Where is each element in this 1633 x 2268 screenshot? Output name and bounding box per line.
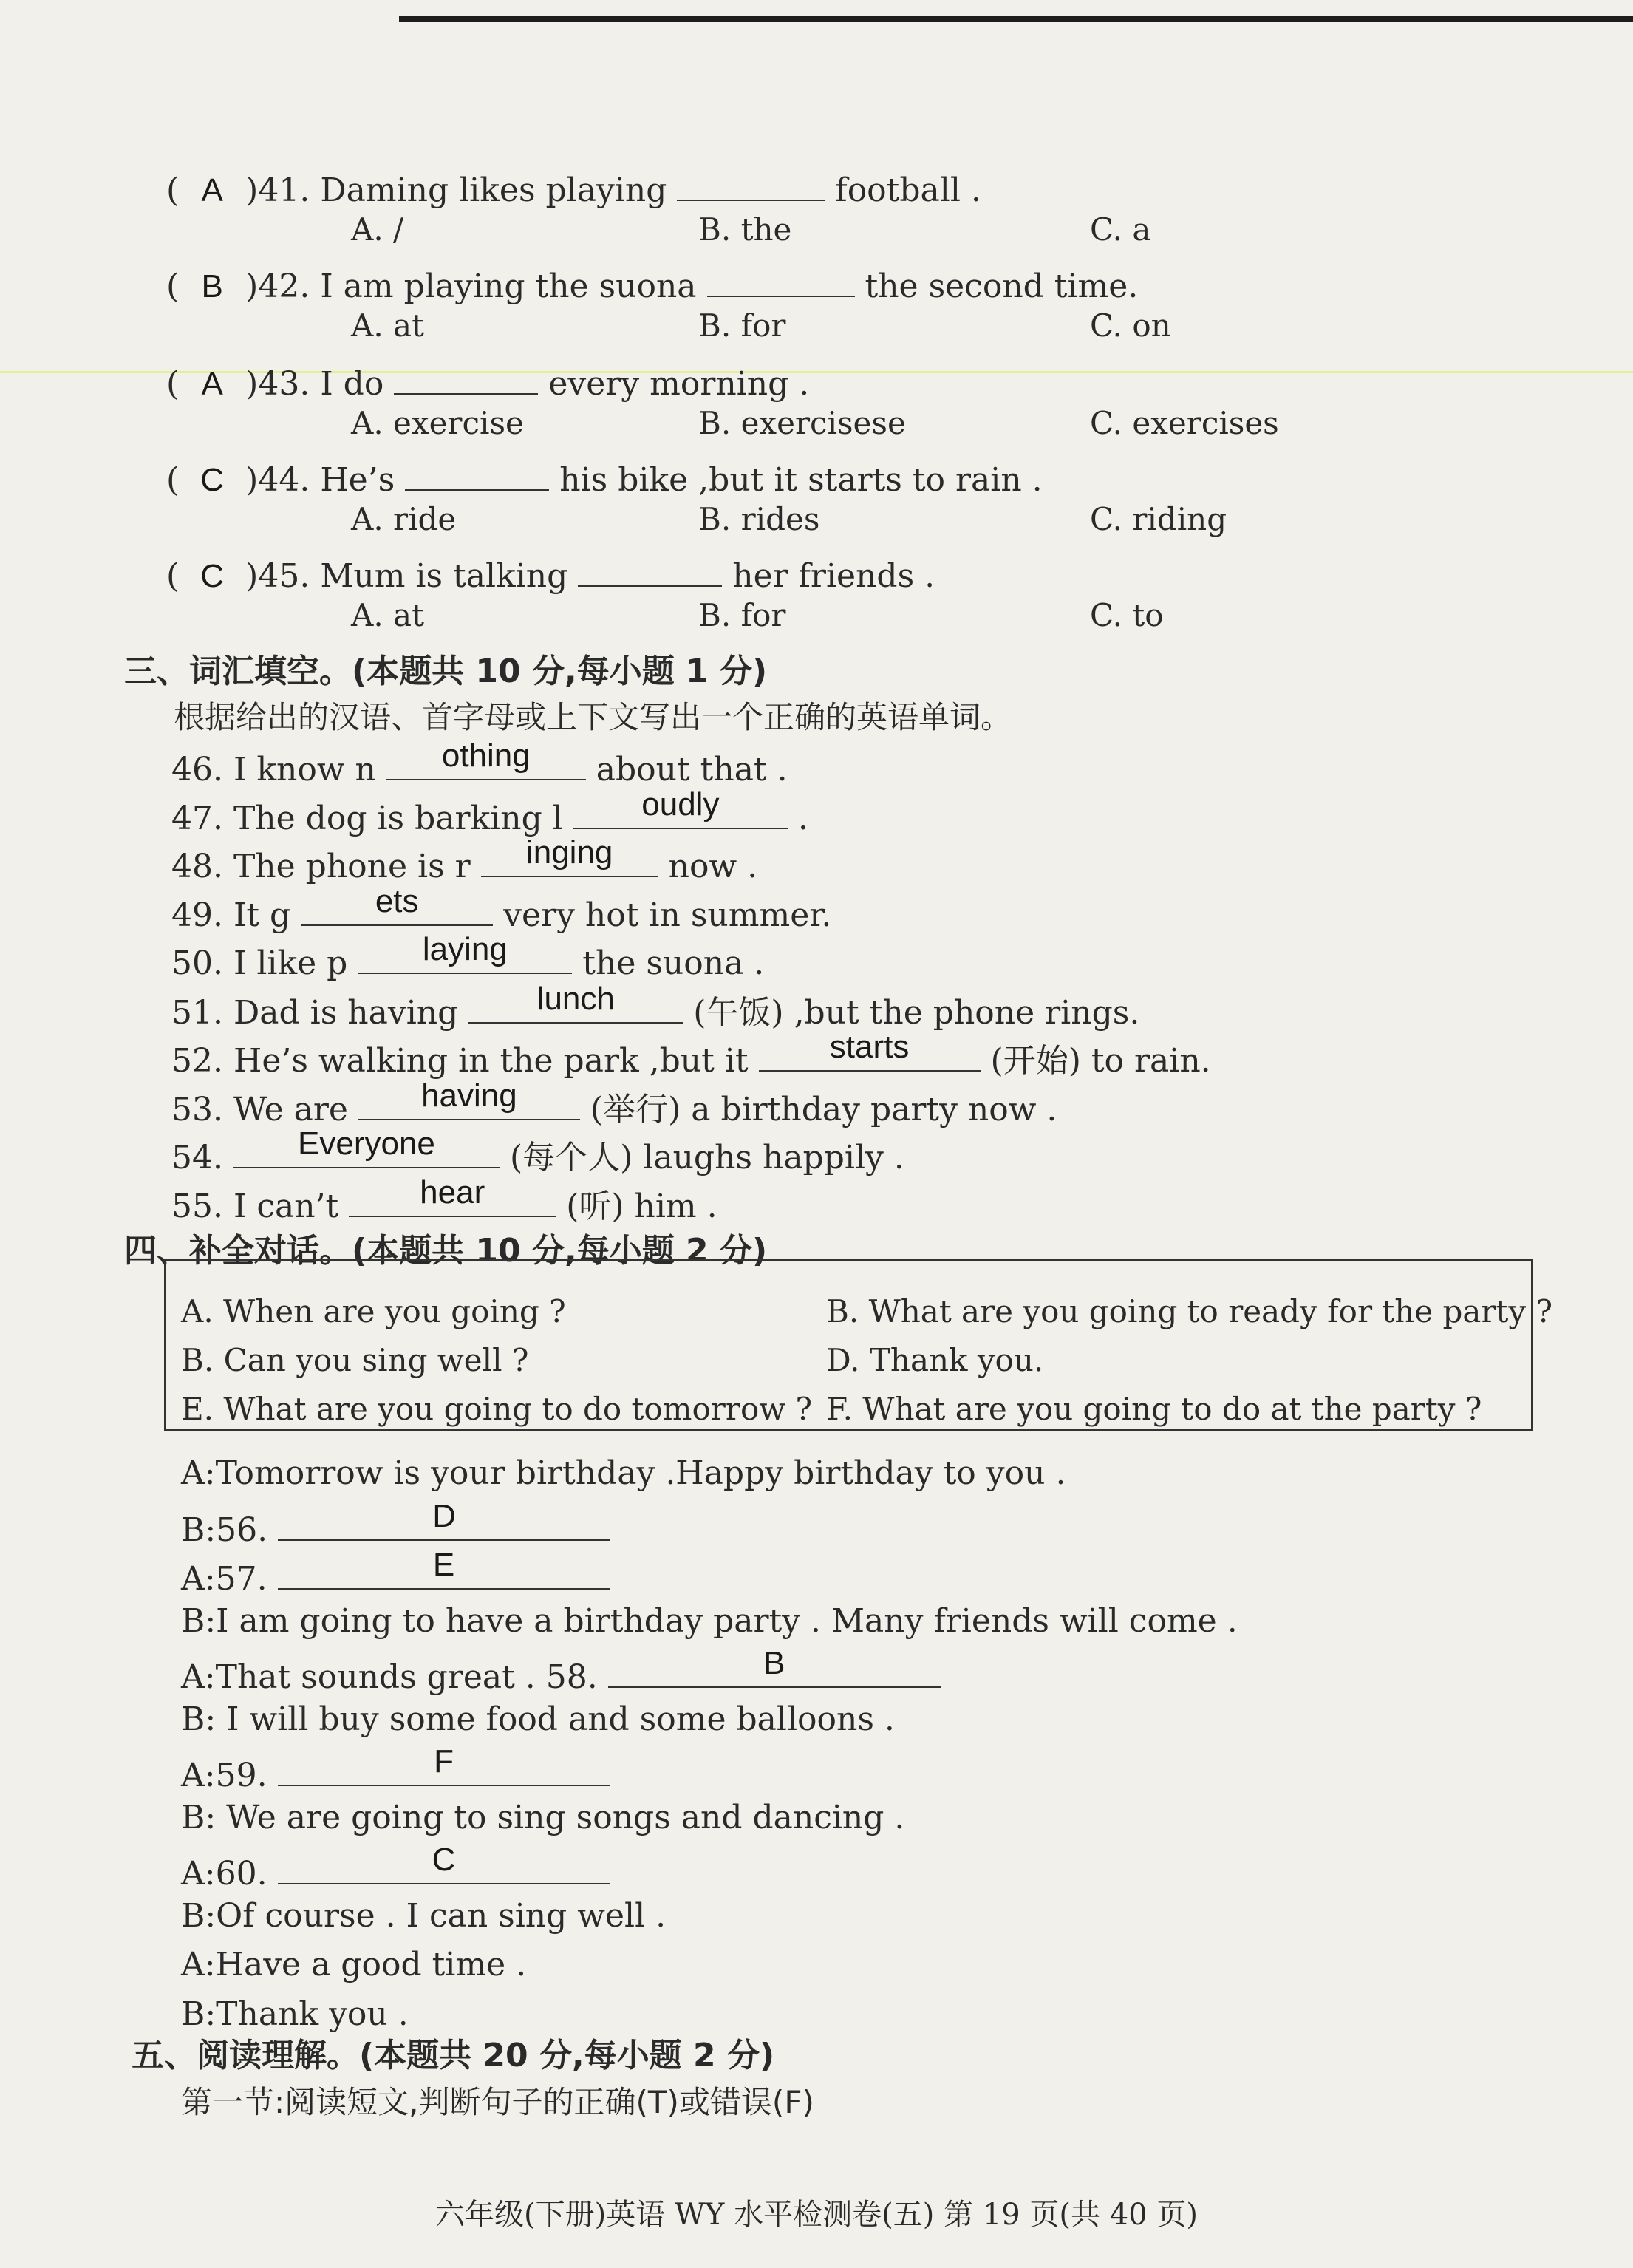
dialog-option: D. Thank you. bbox=[826, 1342, 1044, 1378]
vocab-blank bbox=[573, 786, 788, 829]
vocab-suffix: very hot in summer. bbox=[493, 896, 832, 934]
section5-subtitle: 第一节:阅读短文,判断句子的正确(T)或错误(F) bbox=[181, 2084, 814, 2120]
option-a: A. ride bbox=[351, 501, 457, 537]
vocab-item bbox=[171, 882, 832, 934]
option-b: B. rides bbox=[698, 501, 820, 537]
vocab-answer: ets bbox=[375, 882, 419, 919]
answer-letter: A bbox=[201, 172, 223, 208]
paren-open: ( bbox=[166, 171, 180, 209]
vocab-prefix: 49. It g bbox=[171, 896, 301, 934]
vocab-suffix: (听) him . bbox=[556, 1187, 717, 1225]
vocab-prefix: 52. He’s walking in the park ,but it bbox=[171, 1042, 759, 1080]
dialog-line bbox=[181, 1602, 1238, 1640]
section4-title: 四、补全对话。(本题共 10 分,每小题 2 分) bbox=[124, 1232, 768, 1270]
vocab-prefix: 51. Dad is having bbox=[171, 993, 469, 1032]
question-text: Daming likes playing bbox=[310, 171, 678, 209]
vocab-blank bbox=[759, 1029, 981, 1072]
dialog-blank bbox=[278, 1547, 610, 1590]
vocab-item bbox=[171, 1077, 1057, 1130]
option-a: A. / bbox=[351, 211, 404, 248]
vocab-prefix: 50. I like p bbox=[171, 944, 358, 982]
dialog-line bbox=[181, 1547, 610, 1598]
dialog-line bbox=[181, 1799, 904, 1836]
dialog-text: A:57. bbox=[181, 1560, 278, 1598]
vocab-answer: hear bbox=[420, 1174, 485, 1210]
vocab-item bbox=[171, 834, 758, 885]
vocab-blank bbox=[233, 1126, 500, 1168]
question-text: I am playing the suona bbox=[310, 268, 707, 305]
question-row bbox=[166, 358, 809, 403]
dialog-answer: E bbox=[432, 1547, 455, 1583]
dialog-text: A:60. bbox=[181, 1855, 278, 1893]
vocab-suffix: (开始) to rain. bbox=[980, 1042, 1211, 1080]
answer-blank bbox=[405, 454, 549, 491]
vocab-answer: oudly bbox=[641, 786, 720, 823]
vocab-item bbox=[171, 931, 765, 982]
question-text-end: his bike ,but it starts to rain . bbox=[549, 461, 1043, 499]
dialog-line bbox=[181, 1842, 610, 1893]
section5-title: 五、阅读理解。(本题共 20 分,每小题 2 分) bbox=[132, 2037, 775, 2074]
vocab-blank bbox=[386, 738, 586, 780]
question-number: 41. bbox=[258, 171, 310, 209]
dialog-line bbox=[181, 1645, 941, 1696]
dialog-option: F. What are you going to do at the party ? bbox=[826, 1391, 1482, 1427]
vocab-blank bbox=[301, 882, 493, 926]
dialog-option: B. What are you going to ready for the party ? bbox=[826, 1293, 1553, 1329]
question-row bbox=[166, 454, 1043, 499]
vocab-blank bbox=[481, 834, 658, 877]
question-row bbox=[166, 260, 1138, 305]
dialog-text: B:I am going to have a birthday party . Many friends will come . bbox=[181, 1601, 1238, 1640]
vocab-prefix: 46. I know n bbox=[171, 751, 386, 789]
option-c: C. exercises bbox=[1090, 405, 1279, 441]
vocab-suffix: now . bbox=[658, 848, 758, 885]
dialog-line bbox=[181, 1743, 610, 1794]
question-number: 44. bbox=[258, 461, 310, 499]
dialog-blank bbox=[278, 1743, 610, 1786]
vocab-item bbox=[171, 738, 788, 789]
dialog-line bbox=[181, 1700, 895, 1738]
vocab-blank bbox=[468, 980, 683, 1024]
dialog-line bbox=[181, 1897, 666, 1935]
answer-letter: C bbox=[200, 462, 225, 498]
vocab-item bbox=[171, 786, 808, 837]
question-text-end: her friends . bbox=[722, 557, 935, 595]
vocab-suffix: (午饭) ,but the phone rings. bbox=[683, 993, 1140, 1032]
option-c: C. to bbox=[1090, 597, 1164, 633]
paren-close: ) bbox=[245, 365, 259, 403]
section3-instruction: 根据给出的汉语、首字母或上下文写出一个正确的英语单词。 bbox=[174, 699, 1012, 735]
paren-close: ) bbox=[245, 461, 259, 499]
dialog-option: A. When are you going ? bbox=[181, 1293, 566, 1329]
vocab-item bbox=[171, 980, 1140, 1033]
dialog-text: A:Tomorrow is your birthday .Happy birthday to you . bbox=[181, 1454, 1066, 1492]
dialog-answer: B bbox=[763, 1645, 785, 1681]
dialog-option: E. What are you going to do tomorrow ? bbox=[181, 1391, 813, 1427]
vocab-prefix: 53. We are bbox=[171, 1090, 358, 1128]
vocab-answer: inging bbox=[525, 834, 613, 871]
dialog-line bbox=[181, 1454, 1066, 1492]
vocab-answer: othing bbox=[441, 738, 531, 774]
vocab-item bbox=[171, 1029, 1211, 1081]
question-text: Mum is talking bbox=[310, 557, 579, 595]
answer-letter: A bbox=[201, 366, 223, 402]
option-a: A. at bbox=[351, 597, 424, 633]
question-text: I do bbox=[310, 365, 395, 403]
vocab-answer: Everyone bbox=[298, 1126, 435, 1162]
option-b: B. exercisese bbox=[698, 405, 906, 441]
dialog-text: A:59. bbox=[181, 1757, 278, 1794]
vocab-answer: starts bbox=[829, 1029, 910, 1065]
paren-close: ) bbox=[245, 171, 259, 209]
option-b: B. the bbox=[698, 211, 792, 248]
question-text-end: football . bbox=[825, 171, 981, 209]
paren-open: ( bbox=[166, 461, 180, 499]
vocab-answer: having bbox=[421, 1077, 517, 1114]
dialog-text: B: We are going to sing songs and dancing . bbox=[181, 1798, 905, 1836]
answer-letter: C bbox=[200, 558, 225, 594]
vocab-suffix: the suona . bbox=[572, 944, 765, 982]
question-number: 43. bbox=[258, 365, 310, 403]
dialog-answer: F bbox=[434, 1743, 454, 1780]
option-a: A. exercise bbox=[351, 405, 524, 441]
dialog-answer: D bbox=[432, 1497, 457, 1534]
vocab-suffix: . bbox=[787, 799, 808, 837]
dialog-text: A:That sounds great . 58. bbox=[181, 1658, 608, 1696]
question-row bbox=[166, 550, 935, 595]
paren-close: ) bbox=[245, 557, 259, 595]
option-b: B. for bbox=[698, 307, 786, 344]
question-text: He’s bbox=[310, 461, 406, 499]
dialog-text: A:Have a good time . bbox=[181, 1946, 527, 1983]
vocab-answer: laying bbox=[422, 931, 508, 967]
answer-blank bbox=[677, 164, 825, 201]
dialog-option: B. Can you sing well ? bbox=[181, 1342, 529, 1378]
vocab-prefix: 55. I can’t bbox=[171, 1187, 350, 1225]
dialog-text: B:56. bbox=[181, 1511, 279, 1549]
question-text-end: the second time. bbox=[854, 268, 1139, 305]
dialog-text: B:Of course . I can sing well . bbox=[181, 1896, 667, 1935]
section3-title: 三、词汇填空。(本题共 10 分,每小题 1 分) bbox=[124, 653, 768, 690]
dialog-answer: C bbox=[432, 1842, 456, 1878]
vocab-blank bbox=[349, 1174, 556, 1217]
vocab-item bbox=[171, 1174, 717, 1227]
paren-open: ( bbox=[166, 365, 180, 403]
paren-close: ) bbox=[245, 268, 259, 305]
option-c: C. on bbox=[1090, 307, 1171, 344]
vocab-answer: lunch bbox=[536, 980, 615, 1017]
dialog-line bbox=[181, 1497, 610, 1549]
dialog-blank bbox=[278, 1497, 610, 1541]
dialog-line bbox=[181, 1995, 409, 2033]
paren-open: ( bbox=[166, 268, 180, 305]
question-row bbox=[166, 164, 981, 209]
vocab-prefix: 48. The phone is r bbox=[171, 848, 481, 885]
answer-blank bbox=[707, 260, 855, 297]
dialog-text: B:Thank you . bbox=[181, 1995, 409, 2033]
question-number: 42. bbox=[258, 268, 310, 305]
option-a: A. at bbox=[351, 307, 424, 344]
top-border-line bbox=[399, 16, 1633, 22]
vocab-suffix: (举行) a birthday party now . bbox=[579, 1090, 1057, 1128]
option-b: B. for bbox=[698, 597, 786, 633]
dialog-blank bbox=[608, 1645, 941, 1688]
vocab-suffix: (每个人) laughs happily . bbox=[499, 1139, 904, 1176]
answer-letter: B bbox=[201, 268, 223, 304]
question-number: 45. bbox=[258, 557, 310, 595]
question-text-end: every morning . bbox=[538, 365, 810, 403]
paren-open: ( bbox=[166, 557, 180, 595]
page-footer: 六年级(下册)英语 WY 水平检测卷(五) 第 19 页(共 40 页) bbox=[435, 2198, 1198, 2232]
answer-blank bbox=[394, 358, 538, 395]
vocab-item bbox=[171, 1126, 904, 1178]
dialog-text: B: I will buy some food and some balloons . bbox=[181, 1700, 895, 1738]
vocab-suffix: about that . bbox=[585, 751, 788, 789]
option-c: C. riding bbox=[1090, 501, 1227, 537]
dialog-line bbox=[181, 1946, 526, 1983]
dialog-blank bbox=[278, 1842, 610, 1884]
vocab-prefix: 47. The dog is barking l bbox=[171, 799, 573, 837]
option-c: C. a bbox=[1090, 211, 1151, 248]
vocab-prefix: 54. bbox=[171, 1139, 233, 1176]
vocab-blank bbox=[358, 931, 572, 974]
answer-blank bbox=[578, 550, 722, 587]
vocab-blank bbox=[358, 1077, 580, 1120]
